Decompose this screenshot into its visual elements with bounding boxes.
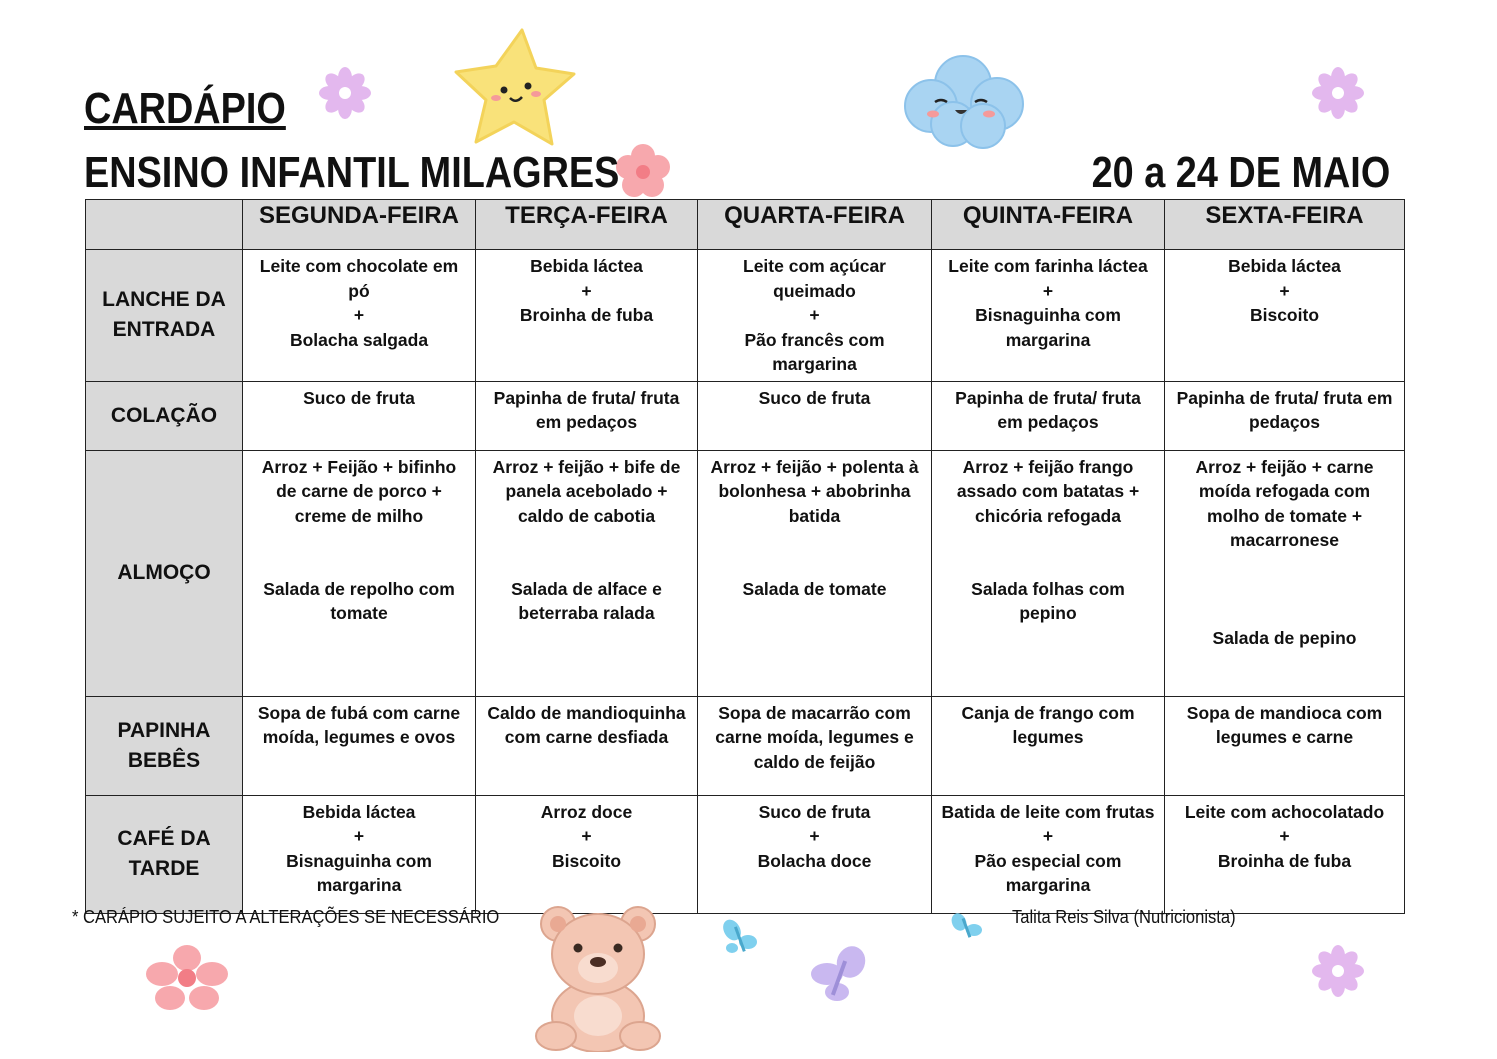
menu-cell [476,250,698,382]
butterfly-icon [720,918,760,958]
teddy-bear-icon [528,904,668,1052]
menu-item-line: caldo de cabotia [517,505,656,526]
table-header-row [86,200,1405,250]
meal-name [86,795,243,913]
menu-item-line: Leite com farinha láctea [948,256,1148,276]
menu-item-line: margarina [772,354,857,374]
star-icon [452,26,578,150]
menu-item-line: Papinha de fruta/ fruta [493,387,680,408]
menu-cell [243,381,476,450]
footer-note: * CARÁPIO SUJEITO A ALTERAÇÕES SE NECESSÁRIO [72,907,500,927]
day-header: TERÇA-FEIRA [476,200,698,250]
menu-item-line: creme de milho [294,505,424,526]
menu-item-line: + [1279,826,1290,846]
menu-item-line: caldo de feijão [753,751,876,772]
menu-item-line: Caldo de mandioquinha [487,702,686,723]
cell-spacer [938,528,1158,577]
menu-item-line: + [353,826,365,846]
cell-spacer [482,528,691,577]
menu-item-line: Bisnaguinha com [975,305,1121,325]
menu-cell [1165,696,1405,795]
menu-item-line: Bolacha doce [757,850,872,871]
menu-item-line: Pão francês com [744,329,885,350]
menu-item-line: carne moída, legumes e [715,727,914,747]
meal-name [86,696,243,795]
menu-cell [698,795,932,913]
menu-item-line: Arroz + Feijão + bifinho [261,456,457,477]
menu-item-line: Broinha de fuba [519,305,654,325]
flower-icon [614,142,672,200]
menu-cell [476,381,698,450]
menu-item-line: + [809,305,820,325]
menu-item-line: bolonhesa + abobrinha [718,481,911,501]
menu-cell [932,450,1165,696]
menu-item-line: Salada de tomate [742,578,887,599]
menu-item-line: legumes e carne [1215,727,1354,747]
menu-cell [932,250,1165,382]
menu-item-line: Pão especial com [974,850,1122,871]
menu-item-line: Leite com achocolatado [1184,801,1385,822]
menu-item-line: em pedaços [535,412,638,432]
menu-item-line: Arroz + feijão frango [962,456,1134,477]
menu-item-line: Suco de fruta [303,387,415,408]
day-header: SEGUNDA-FEIRA [243,200,476,250]
menu-item-line: + [809,826,820,846]
menu-item-line: Salada de alface e [511,578,662,599]
menu-item-line: legumes [1012,727,1084,747]
menu-cell [932,696,1165,795]
menu-cell [1165,381,1405,450]
menu-item-line: Suco de fruta [758,387,871,408]
menu-cell [698,450,932,696]
menu-cell [476,450,698,696]
table-row [86,696,1405,795]
menu-table [85,199,1405,914]
menu-item-line: Bisnaguinha com [286,850,432,871]
menu-item-line: Arroz + feijão + carne [1195,456,1374,477]
corner-cell [86,200,243,250]
menu-item-line: Salada folhas com [971,578,1125,599]
flower-icon [1311,944,1365,998]
menu-item-line: + [353,305,365,325]
menu-item-line: Arroz doce [540,801,633,822]
meal-name-line: BEBÊS [127,748,201,772]
menu-item-line: + [1042,826,1054,846]
menu-item-line: margarina [1005,329,1091,350]
meal-name-line: ALMOÇO [117,561,211,584]
menu-item-line: Biscoito [1249,305,1320,325]
table-row [86,795,1405,913]
date-range: 20 a 24 DE MAIO [1091,148,1390,197]
menu-item-line: Papinha de fruta/ fruta em [1176,387,1393,408]
menu-item-line: pepino [1019,603,1077,623]
meal-name [86,381,243,450]
menu-cell [698,696,932,795]
day-header: QUINTA-FEIRA [932,200,1165,250]
menu-item-line: Batida de leite com frutas [941,801,1155,822]
menu-item-line: + [581,826,592,846]
menu-cell [932,381,1165,450]
menu-item-line: Bebida láctea [302,801,416,822]
menu-item-line: com carne desfiada [504,727,669,747]
menu-item-line: molho de tomate + [1206,505,1363,526]
menu-cell [243,250,476,382]
menu-item-line: de carne de porco + [276,481,442,501]
cell-spacer [1171,553,1398,626]
meal-name [86,450,243,696]
menu-cell [476,696,698,795]
meal-name-line: CAFÉ DA [117,827,211,850]
page-title: CARDÁPIO [84,84,286,133]
menu-item-line: Leite com chocolate em [259,256,459,276]
menu-cell [243,795,476,913]
meal-name [86,250,243,382]
menu-item-line: Sopa de mandioca com [1186,702,1383,723]
cell-spacer [249,528,469,577]
menu-cell [932,795,1165,913]
menu-cell [1165,250,1405,382]
meal-name-line: PAPINHA [117,718,211,742]
butterfly-icon [805,944,873,1006]
meal-name-line: ENTRADA [112,318,216,342]
menu-item-line: batida [788,505,841,526]
flower-icon [318,66,372,120]
menu-item-line: pedaços [1249,412,1320,432]
menu-item-line: Sopa de fubá com carne [257,702,461,723]
menu-cell [476,795,698,913]
day-header: QUARTA-FEIRA [698,200,932,250]
meal-name-line: COLAÇÃO [110,403,218,427]
menu-item-line: chicória refogada [975,505,1121,526]
menu-item-line: Arroz + feijão + polenta à [710,456,919,477]
menu-item-line: + [1042,280,1054,301]
menu-item-line: Bebida láctea [1228,256,1341,276]
menu-cell [243,696,476,795]
menu-cell [1165,795,1405,913]
table-row [86,450,1405,696]
menu-item-line: Bolacha salgada [289,329,429,350]
menu-item-line: Suco de fruta [758,801,871,822]
menu-item-line: Biscoito [551,850,622,871]
menu-item-line: Salada de repolho com [263,578,455,599]
menu-item-line: tomate [330,603,388,623]
butterfly-icon [950,912,984,942]
menu-item-line: Leite com açúcar [743,256,886,276]
menu-cell [243,450,476,696]
menu-item-line: Salada de pepino [1212,627,1357,648]
menu-item-line: Broinha de fuba [1217,850,1352,871]
menu-item-line: margarina [316,875,402,895]
meal-name-line: LANCHE DA [102,288,226,312]
school-name: ENSINO INFANTIL MILAGRES [84,148,620,197]
menu-item-line: moída, legumes e ovos [262,727,456,747]
menu-item-line: Sopa de macarrão com [718,702,911,723]
menu-item-line: Canja de frango com [961,702,1135,723]
menu-cell [698,250,932,382]
menu-item-line: + [581,280,592,301]
table-row [86,250,1405,382]
cell-spacer [704,528,925,577]
nutritionist-signature: Talita Reis Silva (Nutricionista) [1012,907,1236,927]
menu-item-line: margarina [1005,875,1091,895]
flower-icon [144,944,230,1012]
menu-item-line: pó [348,280,370,301]
menu-item-line: moída refogada com [1198,481,1371,501]
menu-item-line: assado com batatas + [956,481,1140,501]
menu-cell [1165,450,1405,696]
menu-cell [698,381,932,450]
menu-item-line: panela acebolado + [505,481,668,501]
menu-item-line: queimado [773,280,856,301]
meal-name-line: TARDE [128,857,200,880]
menu-item-line: + [1279,280,1290,301]
menu-item-line: beterraba ralada [518,603,655,623]
menu-item-line: macarronese [1230,530,1339,550]
flower-icon [1311,66,1365,120]
menu-item-line: Arroz + feijão + bife de [492,456,681,477]
menu-item-line: em pedaços [997,412,1099,432]
menu-item-line: Papinha de fruta/ fruta [955,387,1141,408]
cloud-icon [897,48,1031,152]
table-row [86,381,1405,450]
day-header: SEXTA-FEIRA [1165,200,1405,250]
menu-item-line: Bebida láctea [530,256,643,276]
